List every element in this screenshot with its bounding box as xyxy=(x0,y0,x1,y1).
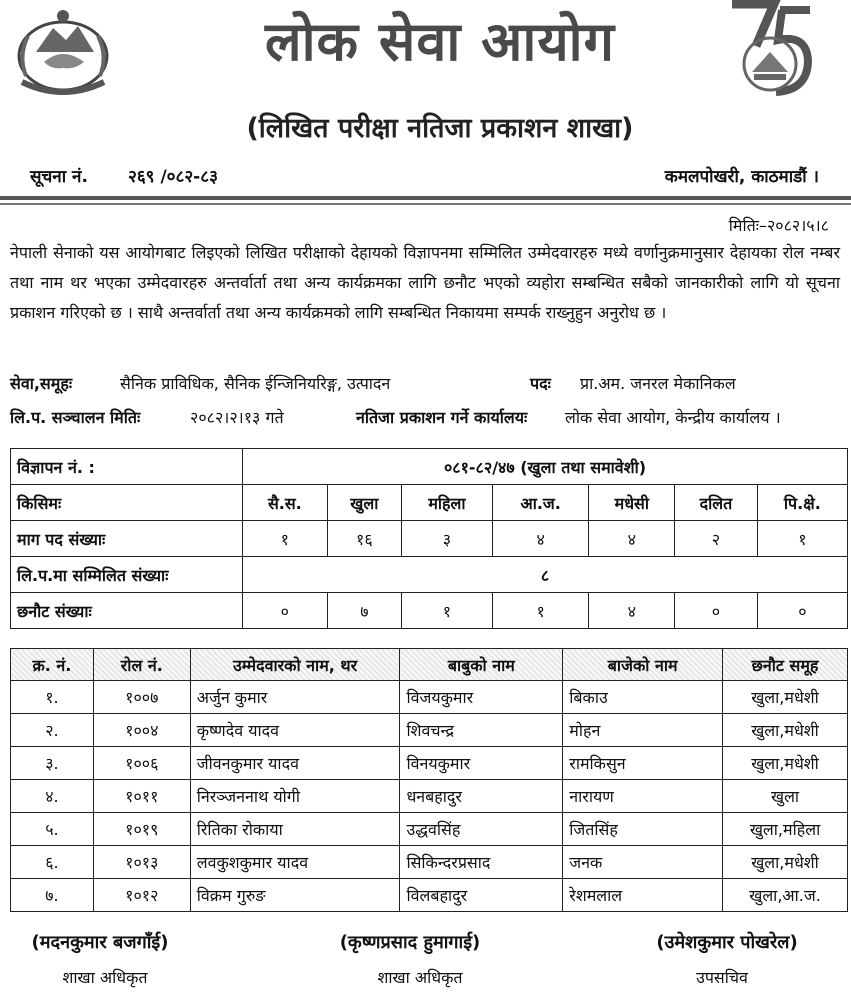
serial-cell: ६. xyxy=(11,846,94,879)
header-divider-thin xyxy=(0,203,851,205)
signatory-role: उपसचिव xyxy=(696,968,748,987)
father-name-cell: सिकिन्दरप्रसाद xyxy=(400,846,563,879)
office-label: नतिजा प्रकाशन गर्ने कार्यालयः xyxy=(356,408,528,427)
notice-number-label: सूचना नं. xyxy=(30,167,88,187)
selected-cell: ० xyxy=(243,593,328,629)
post-value: प्रा.अम. जनरल मेकानिकल xyxy=(580,374,736,393)
demand-cell: १ xyxy=(757,521,847,557)
psc-75-logo-icon xyxy=(718,0,818,100)
category-header: सै.स. xyxy=(243,485,328,521)
category-header: आ.ज. xyxy=(492,485,589,521)
father-name-cell: धनबहादुर xyxy=(400,780,563,813)
table-row xyxy=(11,780,848,813)
column-header: उम्मेदवारको नाम, थर xyxy=(190,649,400,681)
selected-cell: ० xyxy=(757,593,847,629)
selected-cell: ७ xyxy=(327,593,401,629)
selected-row xyxy=(11,593,848,629)
group-cell: खुला,मधेशी xyxy=(723,681,848,714)
category-header: दलित xyxy=(675,485,758,521)
category-row xyxy=(11,485,848,521)
demand-cell: २ xyxy=(675,521,758,557)
group-cell: खुला,मधेशी xyxy=(723,846,848,879)
group-cell: खुला,मधेशी xyxy=(723,714,848,747)
appeared-label: लि.प.मा सम्मिलित संख्याः xyxy=(11,557,243,593)
father-name-cell: उद्धवसिंह xyxy=(400,813,563,846)
serial-cell: २. xyxy=(11,714,94,747)
table-row xyxy=(11,714,848,747)
ad-number-label: विज्ञापन नं. : xyxy=(11,449,243,485)
demand-cell: १६ xyxy=(327,521,401,557)
notice-number: २६९ /०८२-८३ xyxy=(128,167,218,187)
candidate-name-cell: अर्जुन कुमार xyxy=(190,681,400,714)
post-label: पदः xyxy=(530,374,551,393)
notice-date: मितिः–२०८२।५।८ xyxy=(728,216,829,235)
group-cell: खुला xyxy=(723,780,848,813)
office-value: लोक सेवा आयोग, केन्द्रीय कार्यालय । xyxy=(565,408,781,427)
demand-label: माग पद संख्याः xyxy=(11,521,243,557)
father-name-cell: विजयकुमार xyxy=(400,681,563,714)
demand-cell: ४ xyxy=(589,521,675,557)
header-divider-thick xyxy=(0,196,851,200)
service-label: सेवा,समूहः xyxy=(10,374,73,393)
roll-cell: १०११ xyxy=(93,780,190,813)
table-row xyxy=(11,879,848,912)
candidate-name-cell: विक्रम गुरुङ xyxy=(190,879,400,912)
group-cell: खुला,मधेशी xyxy=(723,747,848,780)
office-location: कमलपोखरी, काठमाडौं । xyxy=(664,167,819,187)
signatory-role: शाखा अधिकृत xyxy=(377,968,463,987)
candidate-name-cell: जीवनकुमार यादव xyxy=(190,747,400,780)
service-value: सैनिक प्राविधिक, सैनिक ईन्जिनियरिङ्ग, उत्पादन xyxy=(120,374,391,393)
signatory-role: शाखा अधिकृत xyxy=(62,968,148,987)
column-header: बाजेको नाम xyxy=(563,649,723,681)
nepal-emblem-icon xyxy=(8,6,118,98)
results-header-row xyxy=(11,649,848,681)
category-header: मधेसी xyxy=(589,485,675,521)
grandfather-name-cell: रेशमलाल xyxy=(563,879,723,912)
organization-title: लोक सेवा आयोग xyxy=(264,10,616,73)
table-row xyxy=(11,813,848,846)
exam-date-value: २०८२।२।१३ गते xyxy=(190,408,284,427)
appeared-row xyxy=(11,557,848,593)
selected-cell: १ xyxy=(492,593,589,629)
candidate-name-cell: रितिका रोकाया xyxy=(190,813,400,846)
vacancy-summary-table xyxy=(10,448,848,629)
column-header: क्र. नं. xyxy=(11,649,94,681)
column-header: रोल नं. xyxy=(93,649,190,681)
ad-number-value: ०८१-८२/४७ (खुला तथा समावेशी) xyxy=(243,449,848,485)
demand-row xyxy=(11,521,848,557)
serial-cell: ४. xyxy=(11,780,94,813)
category-header: महिला xyxy=(402,485,493,521)
notice-body: नेपाली सेनाको यस आयोगबाट लिइएको लिखित परीक्षाको देहायको विज्ञापनमा सम्मिलित उम्मेदवारहरु मध्ये वर्णानुक्रमानुसार देहायका रोल नम्बर तथा नाम थर भएका उम्मेदवारहरु अन्तर्वार्ता तथा अन्य कार्यक्रमका लागि छनौट भएको व्यहोरा सम्बन्धित सबैको जानकारीको लागि यो सूचना प्रकाशन गरिएको छ । साथै अन्तर्वार्ता तथा अन्य कार्यक्रमको लागि सम्बन्धित निकायमा सम्पर्क राख्नुहुन अनुरोध छ । xyxy=(10,243,840,322)
selected-cell: ४ xyxy=(589,593,675,629)
results-table xyxy=(10,648,848,912)
exam-date-label: लि.प. सञ्चालन मितिः xyxy=(10,408,141,427)
father-name-cell: शिवचन्द्र xyxy=(400,714,563,747)
table-row xyxy=(11,681,848,714)
branch-subtitle: (लिखित परीक्षा नतिजा प्रकाशन शाखा) xyxy=(246,113,634,144)
serial-cell: ३. xyxy=(11,747,94,780)
grandfather-name-cell: रामकिसुन xyxy=(563,747,723,780)
selected-label: छनौट संख्याः xyxy=(11,593,243,629)
group-cell: खुला,महिला xyxy=(723,813,848,846)
serial-cell: ५. xyxy=(11,813,94,846)
serial-cell: १. xyxy=(11,681,94,714)
selected-cell: १ xyxy=(402,593,493,629)
signatory-name: (कृष्णप्रसाद हुमागाई) xyxy=(339,932,481,953)
roll-cell: १००७ xyxy=(93,681,190,714)
roll-cell: १०१९ xyxy=(93,813,190,846)
demand-cell: ३ xyxy=(402,521,493,557)
roll-cell: १०१३ xyxy=(93,846,190,879)
category-label: किसिमः xyxy=(11,485,243,521)
table-row xyxy=(11,747,848,780)
serial-cell: ७. xyxy=(11,879,94,912)
signatory-name: (उमेशकुमार पोखरेल) xyxy=(656,932,798,953)
column-header: बाबुको नाम xyxy=(400,649,563,681)
grandfather-name-cell: बिकाउ xyxy=(563,681,723,714)
grandfather-name-cell: जितसिंह xyxy=(563,813,723,846)
roll-cell: १००६ xyxy=(93,747,190,780)
grandfather-name-cell: मोहन xyxy=(563,714,723,747)
candidate-name-cell: निरञ्जननाथ योगी xyxy=(190,780,400,813)
ad-number-row xyxy=(11,449,848,485)
father-name-cell: विलबहादुर xyxy=(400,879,563,912)
demand-cell: १ xyxy=(243,521,328,557)
roll-cell: १०१२ xyxy=(93,879,190,912)
roll-cell: १००४ xyxy=(93,714,190,747)
father-name-cell: विनयकुमार xyxy=(400,747,563,780)
candidate-name-cell: कृष्णदेव यादव xyxy=(190,714,400,747)
letterhead xyxy=(0,0,851,200)
group-cell: खुला,आ.ज. xyxy=(723,879,848,912)
category-header: पि.क्षे. xyxy=(757,485,847,521)
selected-cell: ० xyxy=(675,593,758,629)
column-header: छनौट समूह xyxy=(723,649,848,681)
demand-cell: ४ xyxy=(492,521,589,557)
grandfather-name-cell: जनक xyxy=(563,846,723,879)
table-row xyxy=(11,846,848,879)
grandfather-name-cell: नारायण xyxy=(563,780,723,813)
signatory-name: (मदनकुमार बजगाँई) xyxy=(31,932,169,953)
category-header: खुला xyxy=(327,485,401,521)
appeared-value: ८ xyxy=(243,557,848,593)
candidate-name-cell: लवकुशकुमार यादव xyxy=(190,846,400,879)
